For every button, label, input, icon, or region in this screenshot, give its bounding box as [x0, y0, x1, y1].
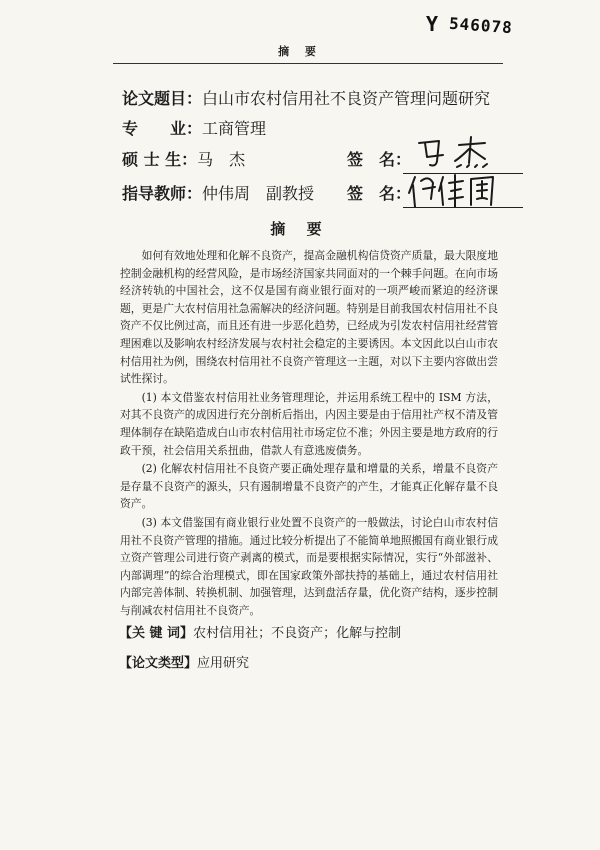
advisor-signature-image [405, 167, 517, 211]
advisor-signature-label: 签 名： [347, 184, 412, 203]
advisor-row [122, 181, 314, 207]
abstract-paragraph: (2) 化解农村信用社不良资产要正确处理存量和增量的关系，增量不良资产是存量不良资产的源头，只有遏制增量不良资产的产生，才能真正化解存量不良资产。 [120, 462, 498, 511]
student-value: 马 杰 [197, 150, 246, 169]
advisor-signature-block [347, 181, 527, 207]
advisor-signature-line [403, 207, 523, 208]
advisor-value: 仲伟周 副教授 [202, 184, 315, 203]
major-row [122, 116, 266, 142]
abstract-heading: 摘 要 [270, 220, 330, 238]
running-header: 摘 要 [278, 45, 322, 58]
abstract-paragraph: (1) 本文借鉴农村信用社业务管理理论，并运用系统工程中的 ISM 方法，对其不良资产的成因进行充分剖析后指出，内因主要是由于信用社产权不清及管理体制存在缺陷造成白山市农村信用社市场定位不准；外因主要是地方政府的行政干预，社会信用关系扭曲，借款人有意逃废债务。 [120, 390, 498, 457]
student-signature-label: 签 名： [347, 150, 412, 169]
keywords-label: 【关 键 词】 [119, 626, 194, 641]
paper-type-label: 【论文类型】 [119, 656, 198, 671]
major-label: 专 业： [122, 119, 203, 138]
catalog-number [426, 12, 513, 36]
thesis-title-value: 白山市农村信用社不良资产管理问题研究 [202, 89, 491, 108]
abstract-body [120, 247, 498, 620]
student-label: 硕 士 生： [122, 150, 198, 169]
keywords-row [119, 622, 401, 641]
header-rule [113, 63, 503, 64]
thesis-title-label: 论文题目： [122, 89, 203, 108]
advisor-label: 指导教师： [122, 184, 203, 203]
paper-type-value: 应用研究 [197, 656, 250, 671]
thesis-title-row [122, 86, 490, 112]
keywords-value: 农村信用社；不良资产；化解与控制 [193, 626, 402, 641]
abstract-paragraph: 如何有效地处理和化解不良资产，提高金融机构信贷资产质量，最大限度地控制金融机构的经营风险，是市场经济国家共同面对的一个棘手问题。在向市场经济转轨的中国社会，这不仅是国有商业银行面对的一项严峻而紧迫的经济课题，更是广大农村信用社急需解决的经济问题。特别是目前我国农村信用社不良资产不仅比例过高，而且还有进一步恶化趋势，已经成为引发农村信用社经营管理困难以及影响农村经济发展与农村社会稳定的主要诱因。本文因此以白山市农村信用社为例，围绕农村信用社不良资产管理这一主题，对以下主要内容做出尝试性探讨。 [120, 249, 498, 386]
major-value: 工商管理 [202, 119, 267, 138]
catalog-digits: 546078 [448, 13, 514, 38]
student-row [122, 147, 245, 173]
paper-type-row [119, 652, 249, 671]
abstract-paragraph: (3) 本文借鉴国有商业银行业处置不良资产的一般做法，讨论白山市农村信用社不良资产管理的措施。通过比较分析提出了不能简单地照搬国有商业银行成立资产管理公司进行资产剥离的模式，而是要根据实际情况，实行“外部滋补、内部调理”的综合治理模式，即在国家政策外部扶持的基础上，通过农村信用社内部完善体制、转换机制、加强管理，达到盘活存量，优化资产结构，逐步控制与削减农村信用社不良资产。 [120, 515, 498, 617]
catalog-prefix: Y [426, 12, 440, 36]
